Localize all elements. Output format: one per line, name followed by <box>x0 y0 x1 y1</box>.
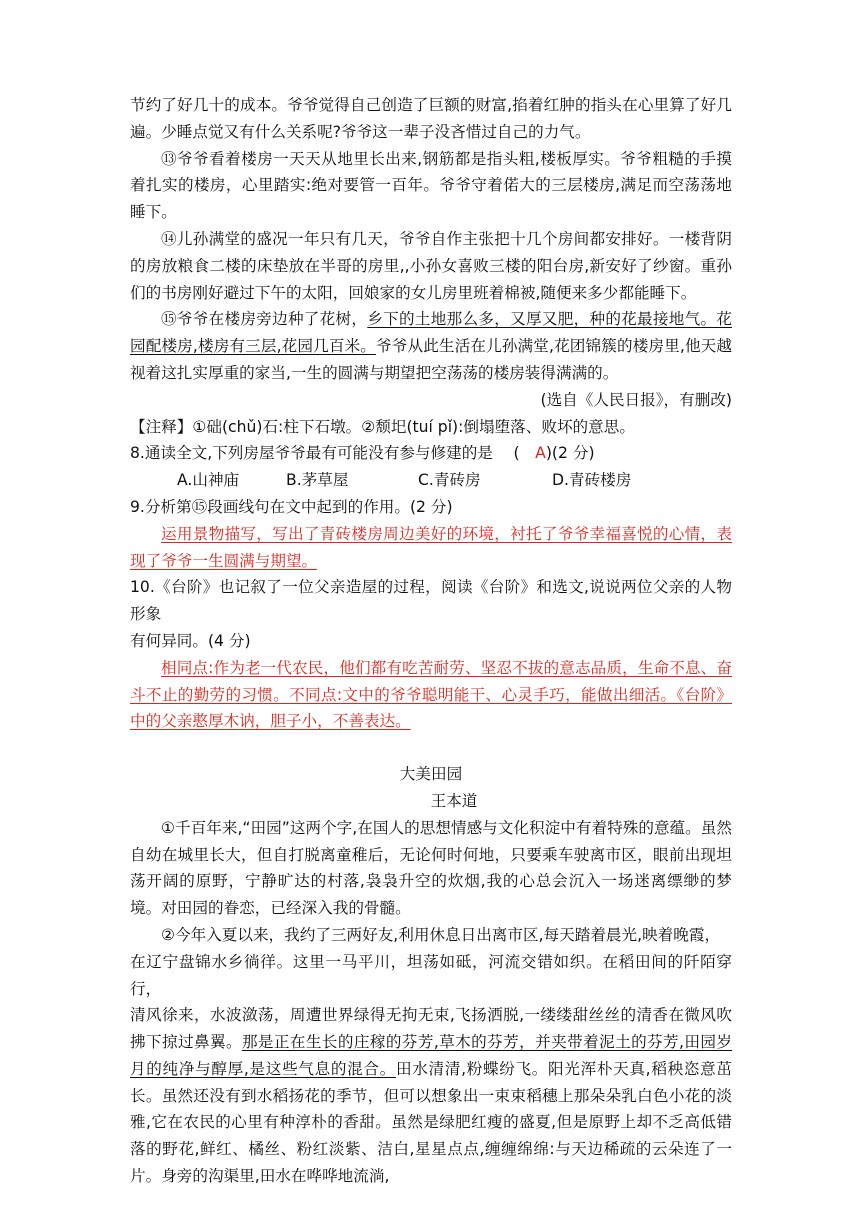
article-paragraph-2-line1: ②今年入夏以来，我约了三两好友,利用休息日出离市区,每天踏着晨光,映着晚霞， <box>161 925 721 944</box>
question-8-options <box>130 467 732 494</box>
article-paragraph-2-rest: 田水清清,粉蝶纷飞。阳光浑朴天真,稻秧恣意茁长。虽然还没有到水稻扬花的季节，但可以想象出一束束稻穗上那朵朵乳白色小花的淡雅,它在农民的心里有种淳朴的香甜。虽然是绿肥红瘦的盛夏,但是原野上却不乏高低错落的野花,鲜红、橘丝、粉红淡紫、洁白,星星点点,缠缠绵绵:与天边稀疏的云朵连了一片。身旁的沟渠里,田水在哗哗地流淌, <box>130 1059 732 1186</box>
article-underlined-sentence: 那是正在生长的庄稼的芬芳,草木的芬芳，并夹带着泥土的芬芳,田园岁月的纯净与醇厚,是这些气息的混合。 <box>130 1033 732 1078</box>
paragraph-13: ⑬爷爷看着楼房一天天从地里长出来,钢筋都是指头粗,楼板厚实。爷爷粗糙的手摸着扎实的楼房，心里踏实:绝对要管一百年。爷爷守着偌大的三层楼房,满足而空荡荡地睡下。 <box>130 149 732 222</box>
document-page <box>130 92 732 1190</box>
article-author: 王本道 <box>430 791 478 810</box>
question-10-line2: 有何异同。(4 分) <box>130 631 251 650</box>
option-d: D.青砖楼房 <box>552 471 632 490</box>
source-citation: (选自《人民日报》，有删改) <box>540 390 732 409</box>
paragraph-15-rest: 爷爷从此生活在儿孙满堂,花团锦簇的楼房里,他天越视着这扎实厚重的家当,一生的圆满与期望把空荡荡的楼房装得满满的。 <box>130 337 732 382</box>
paragraph-12-end: 节约了好几十的成本。爷爷觉得自己创造了巨额的财富,掐着红肿的指头在心里算了好几遍。少睡点觉又有什么关系呢?爷爷这一辈子没吝惜过自己的力气。 <box>130 96 732 141</box>
article-paragraph-2-lead: 清风徐来，水波潋荡，周遭世界绿得无拘无束,飞扬洒脱,一缕缕甜丝丝的清香在微风吹拂下掠过鼻翼。 <box>130 1006 732 1052</box>
option-a: A.山神庙 <box>177 471 240 490</box>
option-b: B.茅草屋 <box>286 471 349 490</box>
question-9: 9.分析第⑮段画线句在文中起到的作用。(2 分) <box>130 497 453 516</box>
question-8 <box>130 440 732 467</box>
option-c: C.青砖房 <box>418 471 481 490</box>
annotation-note: 【注释】①础(chǔ)石:柱下石墩。②颓圯(tuí pǐ):倒塌堕落、败坏的意思。 <box>130 417 635 436</box>
question-9-answer: 运用景物描写，写出了青砖楼房周边美好的环境，衬托了爷爷幸福喜悦的心情，表现了爷爷一生圆满与期望。 <box>130 524 732 570</box>
paragraph-15 <box>130 306 732 386</box>
question-10-answer: 相同点:作为老一代农民，他们都有吃苦耐劳、坚忍不拔的意志品质，生命不息、奋斗不止的勤劳的习惯。不同点:文中的爷爷聪明能干、心灵手巧，能做出细活。《台阶》中的父亲憨厚木讷，胆子小，不善表达。 <box>130 658 732 731</box>
underlined-sentence: 乡下的土地那么多，又厚又肥，种的花最接地气。花园配楼房,楼房有三层,花园几百米。 <box>130 310 732 356</box>
question-10-line1: 10.《台阶》也记叙了一位父亲造屋的过程，阅读《台阶》和选文,说说两位父亲的人物形象 <box>130 578 732 624</box>
article-paragraph-1: ①千百年来,“田园”这两个字,在国人的思想情感与文化积淀中有着特殊的意蕴。虽然自幼在城里长大，但自打脱离童稚后，无论何时何地，只要乘车驶离市区，眼前出现坦荡开阔的原野，宁静旷达的村落,袅袅升空的炊烟,我的心总会沉入一场迷离缥缈的梦境。对田园的眷恋，已经深入我的骨髓。 <box>130 818 732 918</box>
question-8-score: )(2 分) <box>545 444 595 463</box>
spacer <box>130 735 732 761</box>
article-title: 大美田园 <box>399 765 463 784</box>
question-8-answer: A <box>535 444 546 463</box>
question-8-text: 8.通读全文,下列房屋爷爷最有可能没有参与修建的是 ( <box>130 444 536 463</box>
paragraph-15-lead: ⑮爷爷在楼房旁边种了花树， <box>161 310 368 329</box>
paragraph-14: ⑭儿孙满堂的盛况一年只有几天，爷爷自作主张把十几个房间都安排好。一楼背阴的房放粮食二楼的床垫放在半哥的房里,,小孙女喜败三楼的阳台房,新安好了纱窗。重孙们的书房刚好避过下午的太阳，回娘家的女儿房里班着棉被,随便来多少都能睡下。 <box>130 229 732 302</box>
article-paragraph-2-line2: 在辽宁盘锦水乡徜徉。这里一马平川，坦荡如砥，河流交错如织。在稻田间的阡陌穿行， <box>130 952 732 998</box>
article-paragraph-2-body <box>130 1002 732 1190</box>
